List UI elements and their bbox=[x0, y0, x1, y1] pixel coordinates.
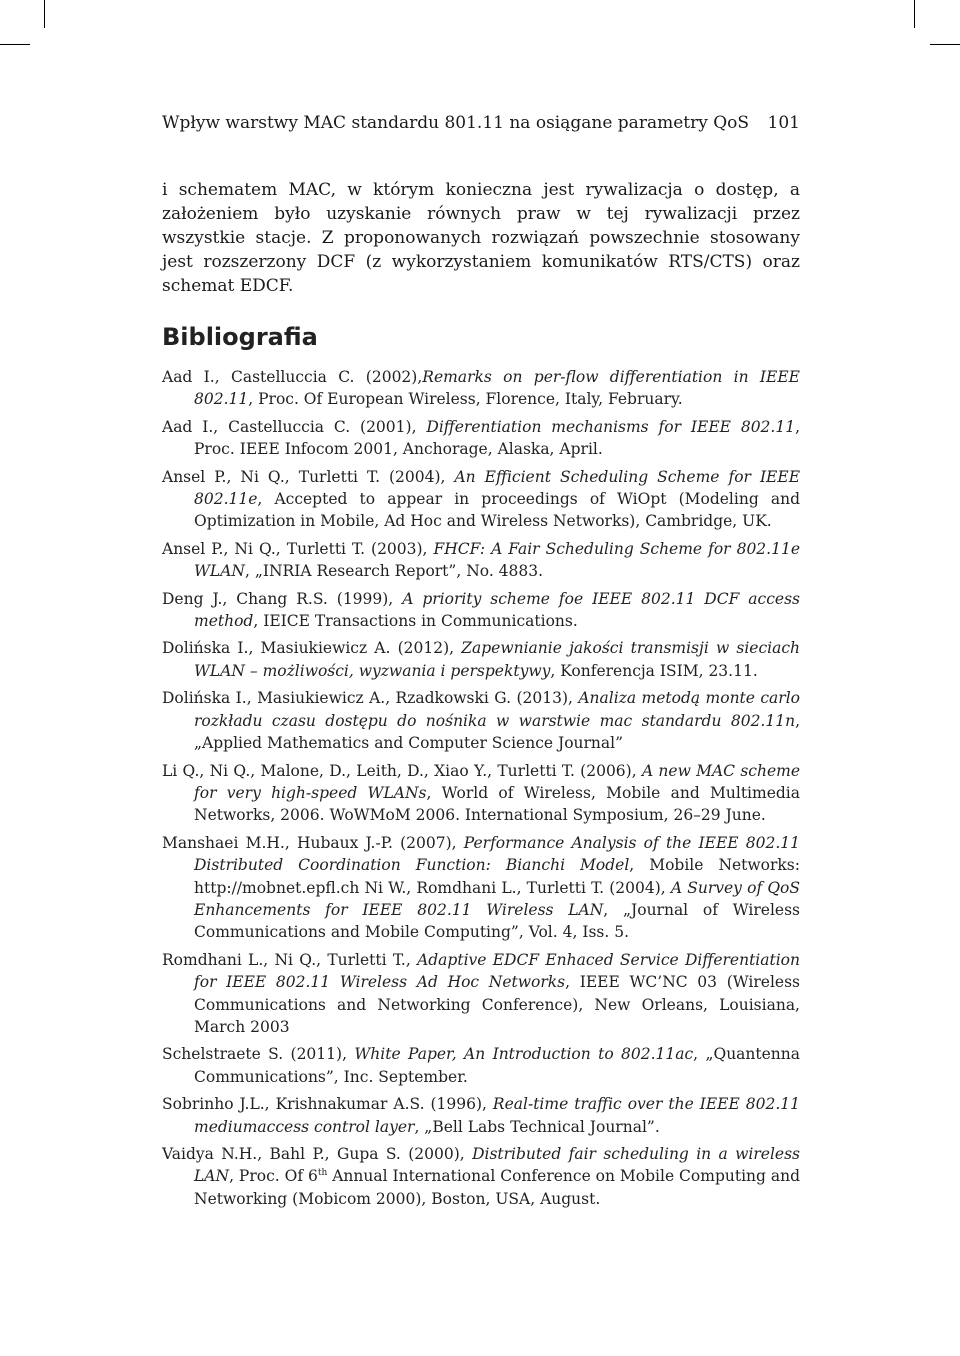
reference-entry bbox=[162, 466, 800, 533]
ref-title: An Efficient Scheduling Scheme for IEEE 802.11e bbox=[194, 467, 801, 509]
ref-details: Annual International Conference on Mobile Computing and Networking (Mobicom 2000), Boston, USA, August. bbox=[194, 1167, 801, 1208]
running-head-title: Wpływ warstwy MAC standardu 801.11 na osiągane parametry QoS bbox=[162, 113, 750, 133]
reference-entry bbox=[162, 366, 800, 411]
reference-entry bbox=[162, 687, 800, 754]
crop-mark bbox=[930, 44, 960, 45]
running-head bbox=[162, 110, 800, 136]
ref-title: Distributed fair scheduling in a wireless LAN bbox=[194, 1145, 800, 1186]
ref-details: , „Quantenna Communications”, Inc. September. bbox=[194, 1045, 801, 1086]
reference-entry bbox=[162, 949, 800, 1039]
ref-authors: Dolińska I., Masiukiewicz A. (2012), bbox=[162, 639, 462, 658]
ref-title: A Survey of QoS Enhancements for IEEE 802.11 Wireless LAN bbox=[194, 878, 800, 919]
reference-entry bbox=[162, 588, 800, 633]
ref-title: A new MAC scheme for very high-speed WLANs bbox=[194, 761, 800, 802]
ref-details: , Proc. Of European Wireless, Florence, Italy, February. bbox=[248, 390, 683, 409]
ref-authors: Aad I., Castelluccia C. (2001), bbox=[162, 417, 427, 436]
section-heading: Bibliografia bbox=[162, 323, 318, 351]
ref-title: Remarks on per-flow differentiation in IEEE 802.11 bbox=[194, 368, 800, 409]
ref-details: , Konferencja ISIM, 23.11. bbox=[550, 661, 758, 680]
ref-authors: Sobrinho J.L., Krishnakumar A.S. (1996), bbox=[162, 1095, 493, 1114]
ref-authors: Aad I., Castelluccia C. (2002), bbox=[162, 368, 423, 386]
ref-details: , IEEE WC’NC 03 (Wireless Communications and Networking Conference), New Orleans, Louisiana, March 2003 bbox=[194, 973, 800, 1036]
ref-title: Performance Analysis of the IEEE 802.11 Distributed Coordination Function: Bianchi Model bbox=[194, 833, 800, 875]
ref-title: Differentiation mechanisms for IEEE 802.11 bbox=[426, 417, 796, 436]
ref-authors: Schelstraete S. (2011), bbox=[162, 1045, 355, 1064]
ref-details: , World of Wireless, Mobile and Multimedia Networks, 2006. WoWMoM 2006. International Symposium, 26–29 June. bbox=[194, 783, 800, 825]
ref-title: A priority scheme foe IEEE 802.11 DCF access method bbox=[194, 589, 800, 631]
ref-details: , „Applied Mathematics and Computer Science Journal” bbox=[194, 711, 800, 753]
crop-mark bbox=[0, 44, 30, 45]
intro-text bbox=[162, 178, 800, 298]
reference-entry bbox=[162, 1093, 800, 1138]
ref-authors: Ansel P., Ni Q., Turletti T. (2004), bbox=[162, 467, 455, 486]
ref-authors: Deng J., Chang R.S. (1999), bbox=[162, 589, 403, 608]
ref-authors: Li Q., Ni Q., Malone, D., Leith, D., Xiao Y., Turletti T. (2006), bbox=[162, 761, 642, 780]
reference-entry bbox=[162, 637, 800, 682]
ref-title: Analiza metodą monte carlo rozkładu czasu dostępu do nośnika w warstwie mac standardu 802.11n bbox=[194, 689, 800, 730]
ref-authors: Dolińska I., Masiukiewicz A., Rzadkowski G. (2013), bbox=[162, 689, 579, 708]
reference-entry bbox=[162, 832, 800, 944]
ref-details: , IEICE Transactions in Communications. bbox=[253, 612, 578, 631]
ref-details: , Proc. IEEE Infocom 2001, Anchorage, Alaska, April. bbox=[194, 417, 801, 459]
crop-mark bbox=[914, 0, 915, 28]
ref-details: , Mobile Networks: http://mobnet.epfl.ch Ni W., Romdhani L., Turletti T. (2004), bbox=[194, 856, 800, 897]
ref-title: White Paper, An Introduction to 802.11ac bbox=[354, 1045, 694, 1064]
ref-superscript: th bbox=[317, 1168, 328, 1179]
reference-entry bbox=[162, 760, 800, 827]
crop-mark bbox=[44, 0, 45, 28]
ref-details: , „Journal of Wireless Communications and Mobile Computing”, Vol. 4, Iss. 5. bbox=[194, 900, 800, 942]
reference-entry bbox=[162, 538, 800, 583]
ref-authors: Ansel P., Ni Q., Turletti T. (2003), bbox=[162, 539, 434, 558]
reference-entry bbox=[162, 1143, 800, 1210]
reference-list bbox=[162, 366, 800, 1215]
ref-title: FHCF: A Fair Scheduling Scheme for 802.11e WLAN bbox=[194, 539, 800, 581]
ref-title: Adaptive EDCF Enhaced Service Differentiation for IEEE 802.11 Wireless Ad Hoc Networks bbox=[194, 950, 800, 992]
reference-entry bbox=[162, 1043, 800, 1088]
ref-title: Real-time traffic over the IEEE 802.11 mediumaccess control layer bbox=[194, 1095, 800, 1136]
ref-details: , „Bell Labs Technical Journal”. bbox=[414, 1117, 660, 1136]
ref-authors: Vaidya N.H., Bahl P., Gupa S. (2000), bbox=[162, 1145, 473, 1163]
ref-authors: Manshaei M.H., Hubaux J.-P. (2007), bbox=[162, 833, 464, 852]
ref-details: , „INRIA Research Report”, No. 4883. bbox=[244, 562, 544, 581]
ref-authors: Romdhani L., Ni Q., Turletti T., bbox=[162, 950, 418, 969]
page-number: 101 bbox=[767, 113, 800, 133]
ref-title: Zapewnianie jakości transmisji w sieciach WLAN – możliwości, wyzwania i perspektywy bbox=[194, 639, 801, 680]
intro-paragraph: i schematem MAC, w którym konieczna jest rywalizacja o dostęp, a założeniem było uzyskanie równych praw w tej rywalizacji przez wszystkie stacje. Z proponowanych rozwiązań powszechnie stosowany jest rozszerzony DCF (z wykorzystaniem komunikatów RTS/CTS) oraz schemat EDCF. bbox=[162, 180, 800, 296]
reference-entry bbox=[162, 416, 800, 461]
ref-details: , Proc. Of 6 bbox=[229, 1167, 318, 1186]
ref-details: , Accepted to appear in proceedings of WiOpt (Modeling and Optimization in Mobile, Ad Hoc and Wireless Networks), Cambridge, UK. bbox=[194, 490, 800, 531]
